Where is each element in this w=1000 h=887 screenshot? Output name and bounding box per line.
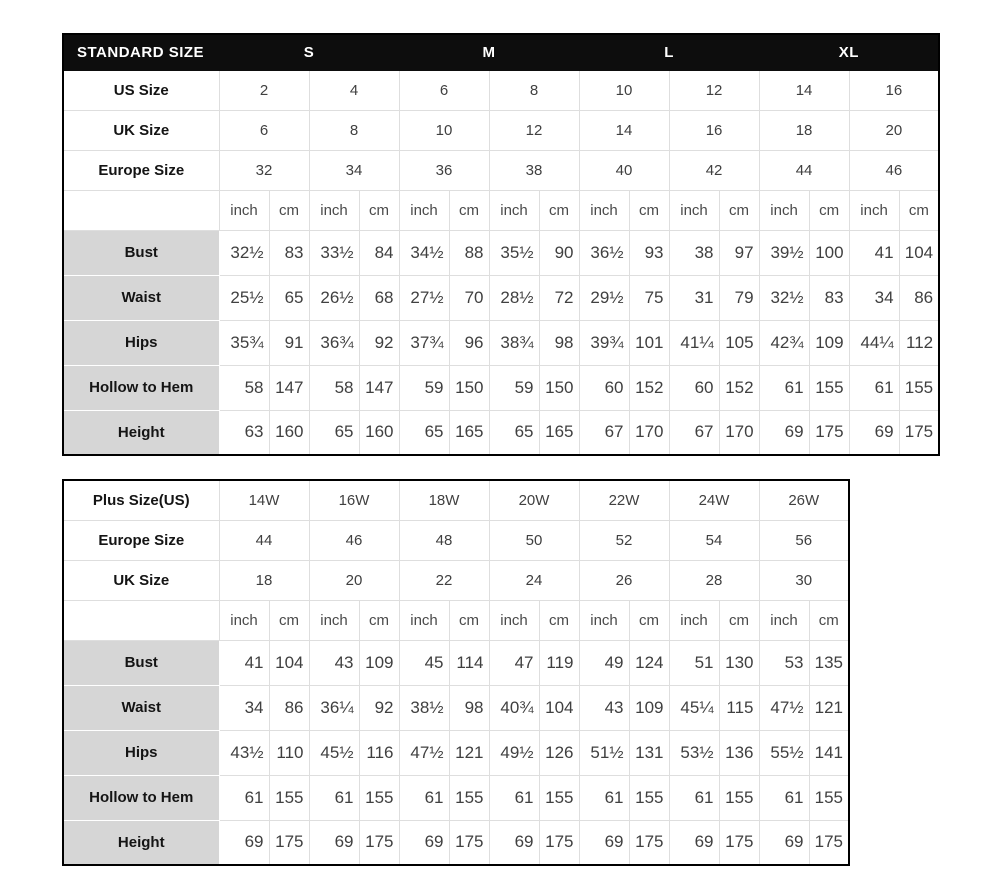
measure-label: Height bbox=[63, 410, 219, 455]
unit-cell: inch bbox=[489, 600, 539, 640]
unit-cell: inch bbox=[219, 600, 269, 640]
measure-cell: 100 bbox=[809, 230, 849, 275]
empty-corner-cell bbox=[63, 190, 219, 230]
measure-cell: 96 bbox=[449, 320, 489, 365]
measure-cell: 38¾ bbox=[489, 320, 539, 365]
size-cell: 28 bbox=[669, 560, 759, 600]
measure-cell: 119 bbox=[539, 640, 579, 685]
measure-cell: 175 bbox=[269, 820, 309, 865]
measure-cell: 43 bbox=[579, 685, 629, 730]
measure-cell: 155 bbox=[539, 775, 579, 820]
unit-cell: cm bbox=[629, 600, 669, 640]
measure-cell: 33½ bbox=[309, 230, 359, 275]
measure-cell: 36¾ bbox=[309, 320, 359, 365]
measure-label: Bust bbox=[63, 640, 219, 685]
unit-cell: inch bbox=[309, 190, 359, 230]
measure-cell: 61 bbox=[219, 775, 269, 820]
measure-cell: 83 bbox=[809, 275, 849, 320]
measure-cell: 155 bbox=[809, 365, 849, 410]
size-cell: 8 bbox=[309, 110, 399, 150]
measure-cell: 79 bbox=[719, 275, 759, 320]
measure-cell: 136 bbox=[719, 730, 759, 775]
measure-cell: 26½ bbox=[309, 275, 359, 320]
measure-cell: 39¾ bbox=[579, 320, 629, 365]
unit-cell: cm bbox=[269, 600, 309, 640]
measure-cell: 83 bbox=[269, 230, 309, 275]
measure-cell: 58 bbox=[309, 365, 359, 410]
measure-cell: 36¼ bbox=[309, 685, 359, 730]
unit-cell: inch bbox=[309, 600, 359, 640]
size-cell: 24W bbox=[669, 480, 759, 520]
measure-cell: 124 bbox=[629, 640, 669, 685]
table-row bbox=[63, 820, 849, 865]
size-cell: 54 bbox=[669, 520, 759, 560]
measure-cell: 40¾ bbox=[489, 685, 539, 730]
measure-cell: 175 bbox=[809, 820, 849, 865]
measure-cell: 69 bbox=[669, 820, 719, 865]
measure-cell: 147 bbox=[359, 365, 399, 410]
measure-cell: 59 bbox=[399, 365, 449, 410]
table-row bbox=[63, 365, 939, 410]
table-row bbox=[63, 600, 849, 640]
measure-cell: 126 bbox=[539, 730, 579, 775]
measure-cell: 42¾ bbox=[759, 320, 809, 365]
table-row bbox=[63, 685, 849, 730]
measure-cell: 109 bbox=[629, 685, 669, 730]
measure-cell: 104 bbox=[269, 640, 309, 685]
measure-cell: 51 bbox=[669, 640, 719, 685]
measure-cell: 150 bbox=[539, 365, 579, 410]
measure-cell: 175 bbox=[809, 410, 849, 455]
measure-cell: 41 bbox=[849, 230, 899, 275]
measure-cell: 155 bbox=[269, 775, 309, 820]
size-cell: 26W bbox=[759, 480, 849, 520]
measure-cell: 86 bbox=[899, 275, 939, 320]
size-cell: 40 bbox=[579, 150, 669, 190]
measure-cell: 175 bbox=[539, 820, 579, 865]
unit-cell: cm bbox=[809, 600, 849, 640]
measure-cell: 69 bbox=[219, 820, 269, 865]
size-cell: 22 bbox=[399, 560, 489, 600]
unit-cell: inch bbox=[579, 600, 629, 640]
measure-cell: 175 bbox=[359, 820, 399, 865]
measure-cell: 121 bbox=[809, 685, 849, 730]
unit-cell: inch bbox=[759, 190, 809, 230]
measure-cell: 88 bbox=[449, 230, 489, 275]
measure-cell: 44¼ bbox=[849, 320, 899, 365]
size-cell: 22W bbox=[579, 480, 669, 520]
measure-label: Hollow to Hem bbox=[63, 775, 219, 820]
measure-cell: 37¾ bbox=[399, 320, 449, 365]
measure-cell: 175 bbox=[899, 410, 939, 455]
measure-cell: 115 bbox=[719, 685, 759, 730]
table-row bbox=[63, 230, 939, 275]
measure-cell: 27½ bbox=[399, 275, 449, 320]
unit-cell: cm bbox=[899, 190, 939, 230]
measure-cell: 65 bbox=[399, 410, 449, 455]
unit-cell: inch bbox=[219, 190, 269, 230]
size-cell: 8 bbox=[489, 70, 579, 110]
measure-cell: 47½ bbox=[759, 685, 809, 730]
size-cell: 52 bbox=[579, 520, 669, 560]
size-group-label: M bbox=[399, 34, 579, 70]
measure-cell: 98 bbox=[449, 685, 489, 730]
table-row bbox=[63, 320, 939, 365]
size-cell: 24 bbox=[489, 560, 579, 600]
measure-cell: 35¾ bbox=[219, 320, 269, 365]
measure-cell: 38 bbox=[669, 230, 719, 275]
measure-cell: 61 bbox=[849, 365, 899, 410]
unit-cell: cm bbox=[719, 600, 759, 640]
plus-size-table bbox=[62, 479, 850, 866]
table-row bbox=[63, 190, 939, 230]
measure-cell: 98 bbox=[539, 320, 579, 365]
measure-cell: 41 bbox=[219, 640, 269, 685]
size-cell: 14 bbox=[579, 110, 669, 150]
measure-cell: 131 bbox=[629, 730, 669, 775]
measure-cell: 59 bbox=[489, 365, 539, 410]
size-group-label: XL bbox=[759, 34, 939, 70]
size-cell: 16W bbox=[309, 480, 399, 520]
row-label: Plus Size(US) bbox=[63, 480, 219, 520]
unit-cell: cm bbox=[269, 190, 309, 230]
chart-title: STANDARD SIZE bbox=[63, 34, 219, 70]
size-cell: 44 bbox=[759, 150, 849, 190]
measure-cell: 49½ bbox=[489, 730, 539, 775]
size-cell: 36 bbox=[399, 150, 489, 190]
measure-label: Hollow to Hem bbox=[63, 365, 219, 410]
size-cell: 20 bbox=[849, 110, 939, 150]
measure-cell: 36½ bbox=[579, 230, 629, 275]
size-cell: 38 bbox=[489, 150, 579, 190]
measure-cell: 32½ bbox=[219, 230, 269, 275]
size-cell: 46 bbox=[309, 520, 399, 560]
measure-cell: 160 bbox=[359, 410, 399, 455]
measure-cell: 109 bbox=[359, 640, 399, 685]
measure-cell: 91 bbox=[269, 320, 309, 365]
measure-cell: 38½ bbox=[399, 685, 449, 730]
size-cell: 30 bbox=[759, 560, 849, 600]
measure-cell: 160 bbox=[269, 410, 309, 455]
measure-cell: 92 bbox=[359, 320, 399, 365]
measure-cell: 141 bbox=[809, 730, 849, 775]
measure-cell: 130 bbox=[719, 640, 759, 685]
measure-cell: 121 bbox=[449, 730, 489, 775]
measure-cell: 31 bbox=[669, 275, 719, 320]
measure-cell: 63 bbox=[219, 410, 269, 455]
measure-cell: 70 bbox=[449, 275, 489, 320]
size-cell: 34 bbox=[309, 150, 399, 190]
measure-cell: 65 bbox=[269, 275, 309, 320]
table-row bbox=[63, 480, 849, 520]
measure-cell: 41¼ bbox=[669, 320, 719, 365]
measure-cell: 25½ bbox=[219, 275, 269, 320]
measure-cell: 67 bbox=[669, 410, 719, 455]
measure-cell: 45 bbox=[399, 640, 449, 685]
measure-cell: 39½ bbox=[759, 230, 809, 275]
table-row bbox=[63, 34, 939, 70]
size-cell: 2 bbox=[219, 70, 309, 110]
size-cell: 18 bbox=[219, 560, 309, 600]
measure-cell: 55½ bbox=[759, 730, 809, 775]
measure-cell: 60 bbox=[669, 365, 719, 410]
standard-size-table bbox=[62, 33, 940, 456]
measure-cell: 53½ bbox=[669, 730, 719, 775]
size-cell: 12 bbox=[489, 110, 579, 150]
measure-cell: 69 bbox=[399, 820, 449, 865]
measure-label: Waist bbox=[63, 685, 219, 730]
measure-cell: 61 bbox=[669, 775, 719, 820]
unit-cell: cm bbox=[719, 190, 759, 230]
measure-cell: 155 bbox=[809, 775, 849, 820]
measure-cell: 47 bbox=[489, 640, 539, 685]
measure-cell: 155 bbox=[899, 365, 939, 410]
size-cell: 20 bbox=[309, 560, 399, 600]
measure-cell: 65 bbox=[309, 410, 359, 455]
measure-cell: 61 bbox=[309, 775, 359, 820]
unit-cell: inch bbox=[759, 600, 809, 640]
unit-cell: cm bbox=[539, 190, 579, 230]
measure-cell: 35½ bbox=[489, 230, 539, 275]
size-cell: 20W bbox=[489, 480, 579, 520]
measure-cell: 101 bbox=[629, 320, 669, 365]
measure-label: Height bbox=[63, 820, 219, 865]
measure-cell: 61 bbox=[579, 775, 629, 820]
size-cell: 16 bbox=[669, 110, 759, 150]
measure-cell: 53 bbox=[759, 640, 809, 685]
table-row bbox=[63, 560, 849, 600]
size-cell: 16 bbox=[849, 70, 939, 110]
measure-cell: 84 bbox=[359, 230, 399, 275]
measure-cell: 116 bbox=[359, 730, 399, 775]
measure-cell: 34 bbox=[219, 685, 269, 730]
measure-cell: 110 bbox=[269, 730, 309, 775]
table-row bbox=[63, 275, 939, 320]
measure-cell: 152 bbox=[629, 365, 669, 410]
measure-cell: 67 bbox=[579, 410, 629, 455]
size-cell: 6 bbox=[399, 70, 489, 110]
measure-cell: 47½ bbox=[399, 730, 449, 775]
table-row bbox=[63, 520, 849, 560]
measure-cell: 60 bbox=[579, 365, 629, 410]
measure-label: Bust bbox=[63, 230, 219, 275]
measure-cell: 170 bbox=[629, 410, 669, 455]
measure-cell: 150 bbox=[449, 365, 489, 410]
measure-cell: 112 bbox=[899, 320, 939, 365]
measure-cell: 165 bbox=[539, 410, 579, 455]
size-group-label: L bbox=[579, 34, 759, 70]
measure-cell: 29½ bbox=[579, 275, 629, 320]
measure-cell: 58 bbox=[219, 365, 269, 410]
measure-cell: 175 bbox=[629, 820, 669, 865]
measure-cell: 49 bbox=[579, 640, 629, 685]
unit-cell: inch bbox=[849, 190, 899, 230]
measure-cell: 152 bbox=[719, 365, 759, 410]
measure-cell: 61 bbox=[489, 775, 539, 820]
measure-label: Hips bbox=[63, 320, 219, 365]
size-cell: 26 bbox=[579, 560, 669, 600]
measure-cell: 69 bbox=[849, 410, 899, 455]
size-cell: 18 bbox=[759, 110, 849, 150]
measure-cell: 175 bbox=[449, 820, 489, 865]
size-cell: 46 bbox=[849, 150, 939, 190]
measure-cell: 170 bbox=[719, 410, 759, 455]
row-label: UK Size bbox=[63, 560, 219, 600]
measure-cell: 155 bbox=[449, 775, 489, 820]
measure-cell: 68 bbox=[359, 275, 399, 320]
measure-cell: 90 bbox=[539, 230, 579, 275]
measure-cell: 135 bbox=[809, 640, 849, 685]
measure-cell: 61 bbox=[399, 775, 449, 820]
measure-cell: 43 bbox=[309, 640, 359, 685]
size-cell: 14 bbox=[759, 70, 849, 110]
measure-cell: 147 bbox=[269, 365, 309, 410]
size-cell: 42 bbox=[669, 150, 759, 190]
measure-cell: 61 bbox=[759, 775, 809, 820]
measure-cell: 92 bbox=[359, 685, 399, 730]
size-cell: 48 bbox=[399, 520, 489, 560]
measure-cell: 155 bbox=[359, 775, 399, 820]
unit-cell: cm bbox=[359, 190, 399, 230]
measure-cell: 28½ bbox=[489, 275, 539, 320]
unit-cell: inch bbox=[579, 190, 629, 230]
size-cell: 18W bbox=[399, 480, 489, 520]
measure-cell: 34 bbox=[849, 275, 899, 320]
unit-cell: cm bbox=[629, 190, 669, 230]
measure-cell: 69 bbox=[579, 820, 629, 865]
size-cell: 10 bbox=[579, 70, 669, 110]
measure-cell: 97 bbox=[719, 230, 759, 275]
unit-cell: cm bbox=[539, 600, 579, 640]
unit-cell: cm bbox=[449, 600, 489, 640]
measure-cell: 69 bbox=[309, 820, 359, 865]
unit-cell: cm bbox=[449, 190, 489, 230]
measure-cell: 175 bbox=[719, 820, 759, 865]
unit-cell: inch bbox=[669, 600, 719, 640]
unit-cell: inch bbox=[669, 190, 719, 230]
measure-cell: 43½ bbox=[219, 730, 269, 775]
unit-cell: cm bbox=[359, 600, 399, 640]
measure-cell: 69 bbox=[759, 820, 809, 865]
table-row bbox=[63, 730, 849, 775]
measure-cell: 32½ bbox=[759, 275, 809, 320]
measure-cell: 45½ bbox=[309, 730, 359, 775]
unit-cell: inch bbox=[399, 600, 449, 640]
measure-cell: 104 bbox=[899, 230, 939, 275]
measure-cell: 86 bbox=[269, 685, 309, 730]
row-label: Europe Size bbox=[63, 150, 219, 190]
measure-cell: 155 bbox=[719, 775, 759, 820]
table-row bbox=[63, 410, 939, 455]
measure-cell: 65 bbox=[489, 410, 539, 455]
measure-cell: 45¼ bbox=[669, 685, 719, 730]
size-cell: 44 bbox=[219, 520, 309, 560]
size-cell: 4 bbox=[309, 70, 399, 110]
table-row bbox=[63, 150, 939, 190]
size-cell: 10 bbox=[399, 110, 489, 150]
empty-corner-cell bbox=[63, 600, 219, 640]
measure-cell: 155 bbox=[629, 775, 669, 820]
measure-cell: 51½ bbox=[579, 730, 629, 775]
size-chart-page bbox=[0, 33, 1000, 866]
measure-cell: 34½ bbox=[399, 230, 449, 275]
measure-cell: 114 bbox=[449, 640, 489, 685]
measure-cell: 69 bbox=[759, 410, 809, 455]
unit-cell: inch bbox=[399, 190, 449, 230]
size-cell: 14W bbox=[219, 480, 309, 520]
table-row bbox=[63, 70, 939, 110]
measure-cell: 104 bbox=[539, 685, 579, 730]
measure-cell: 61 bbox=[759, 365, 809, 410]
table-row bbox=[63, 640, 849, 685]
unit-cell: inch bbox=[489, 190, 539, 230]
row-label: Europe Size bbox=[63, 520, 219, 560]
row-label: UK Size bbox=[63, 110, 219, 150]
unit-cell: cm bbox=[809, 190, 849, 230]
measure-cell: 165 bbox=[449, 410, 489, 455]
size-cell: 50 bbox=[489, 520, 579, 560]
size-group-label: S bbox=[219, 34, 399, 70]
measure-label: Waist bbox=[63, 275, 219, 320]
size-cell: 56 bbox=[759, 520, 849, 560]
measure-cell: 93 bbox=[629, 230, 669, 275]
table-row bbox=[63, 110, 939, 150]
measure-cell: 75 bbox=[629, 275, 669, 320]
measure-cell: 109 bbox=[809, 320, 849, 365]
row-label: US Size bbox=[63, 70, 219, 110]
size-cell: 32 bbox=[219, 150, 309, 190]
measure-cell: 69 bbox=[489, 820, 539, 865]
measure-cell: 105 bbox=[719, 320, 759, 365]
measure-cell: 72 bbox=[539, 275, 579, 320]
table-row bbox=[63, 775, 849, 820]
size-cell: 6 bbox=[219, 110, 309, 150]
size-cell: 12 bbox=[669, 70, 759, 110]
measure-label: Hips bbox=[63, 730, 219, 775]
